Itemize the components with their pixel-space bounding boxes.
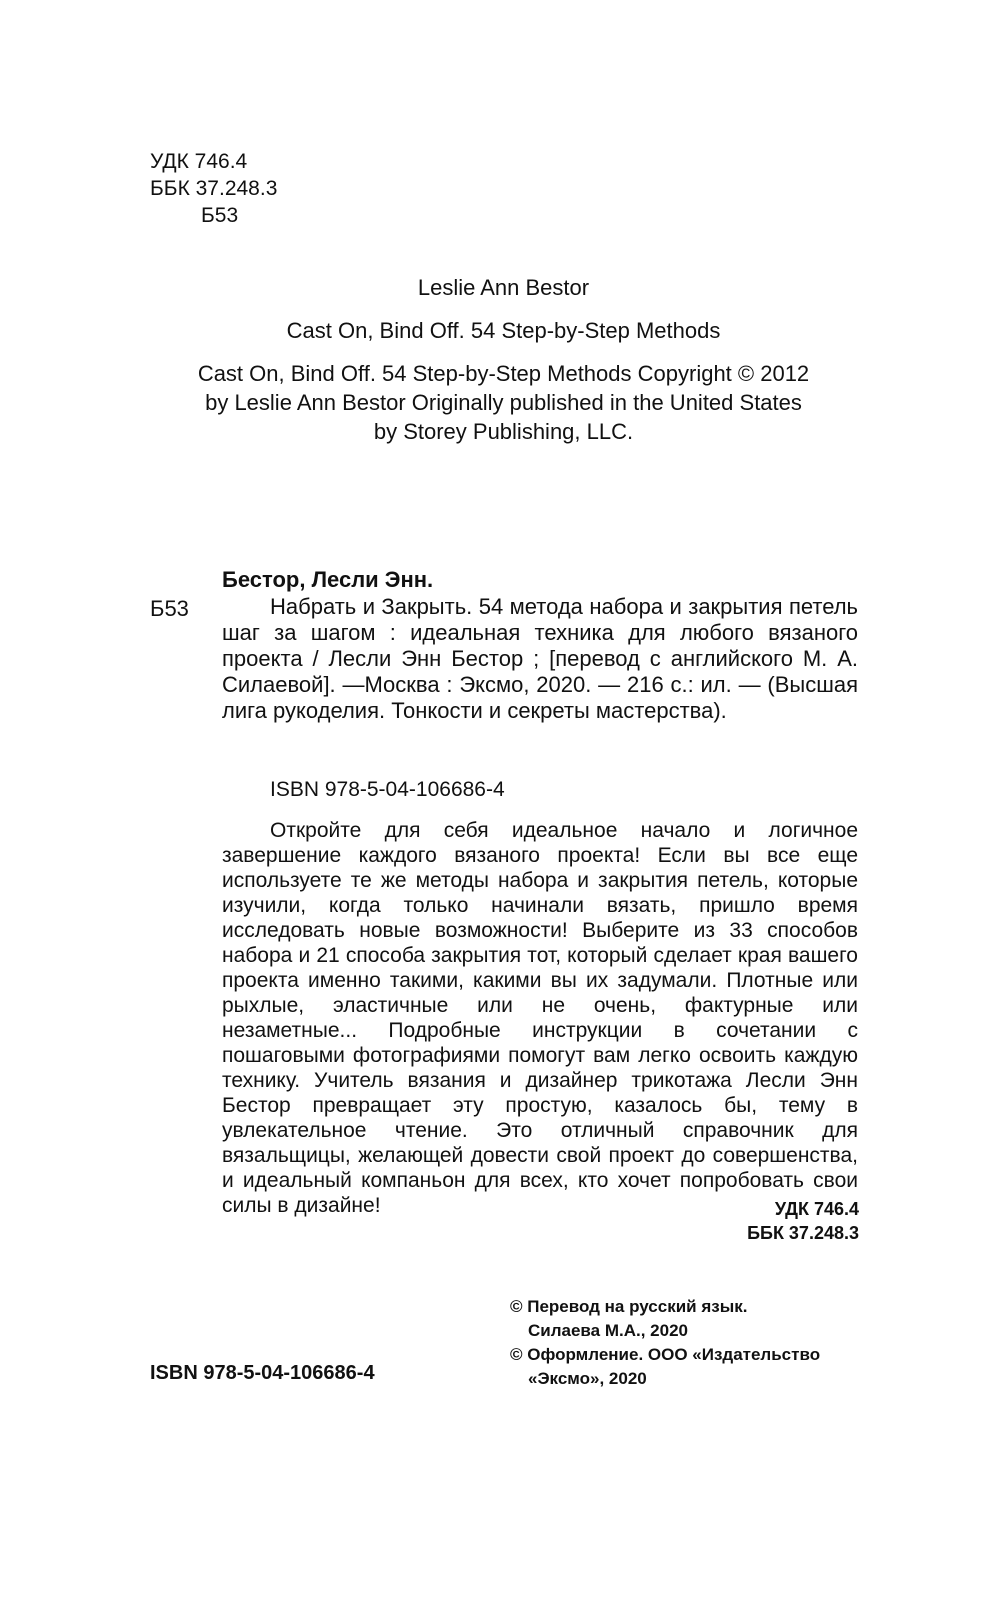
author-mark-top: Б53: [201, 204, 239, 227]
isbn-bottom: ISBN 978-5-04-106686-4: [150, 1362, 375, 1384]
original-copyright-line-3: by Storey Publishing, LLC.: [373, 419, 634, 444]
copyright-publisher: «Эксмо», 2020: [528, 1369, 647, 1388]
bbk-code-bottom: ББК 37.248.3: [747, 1223, 859, 1243]
copyright-block: [510, 1295, 820, 1391]
classification-bottom: [747, 1197, 859, 1245]
annotation-text: Откройте для себя идеальное начало и логичное завершение каждого вязаного проекта! Если вы все еще используете те же методы набора и закрытия петель, которые изучили, когда только начинали вязать, пришло время исследовать новые возможности! Выберите из 33 способов набора и 21 способа закрытия тот, который сделает края вашего проекта именно такими, какими вы их задумали. Плотные или рыхлые, эластичные или не очень, фактурные или незаметные... Подробные инструкции в сочетании с пошаговыми фотографиями помогут вам легко освоить каждую технику. Учитель вязания и дизайнер трикотажа Лесли Энн Бестор превращает эту простую, казалось бы, тему в увлекательное чтение. Это отличный справочник для вязальщицы, желающей довести свой проект до совершенства, и идеальный компаньон для всех, кто хочет попробовать свои силы в дизайне!: [222, 819, 858, 1217]
udk-code-bottom: УДК 746.4: [774, 1199, 859, 1219]
copyright-design: © Оформление. ООО «Издательство: [510, 1345, 821, 1364]
bibliographic-author-heading: Бестор, Лесли Энн.: [222, 567, 434, 592]
original-copyright-line-1: Cast On, Bind Off. 54 Step-by-Step Methods Copyright © 2012: [197, 361, 810, 386]
bibliographic-entry: Набрать и Закрыть. 54 метода набора и закрытия петель шаг за шагом : идеальная техника для любого вязаного проекта / Лесли Энн Бестор ; [перевод с английского М. А. Силаевой]. —Москва : Эксмо, 2020. — 216 с.: ил. — (Высшая лига рукоделия. Тонкости и секреты мастерства).: [222, 594, 858, 723]
copyright-translation: © Перевод на русский язык.: [510, 1297, 748, 1316]
original-copyright-line-2: by Leslie Ann Bestor Originally published in the United States: [205, 390, 802, 415]
original-author: Leslie Ann Bestor: [417, 275, 590, 300]
bibliographic-code: Б53: [150, 596, 189, 621]
copyright-translator: Силаева М.А., 2020: [528, 1321, 688, 1340]
udk-code-top: УДК 746.4: [150, 150, 248, 173]
isbn-record: ISBN 978-5-04-106686-4: [270, 778, 505, 801]
original-title: Cast On, Bind Off. 54 Step-by-Step Methods: [286, 318, 721, 343]
bbk-code-top: ББК 37.248.3: [150, 177, 278, 200]
